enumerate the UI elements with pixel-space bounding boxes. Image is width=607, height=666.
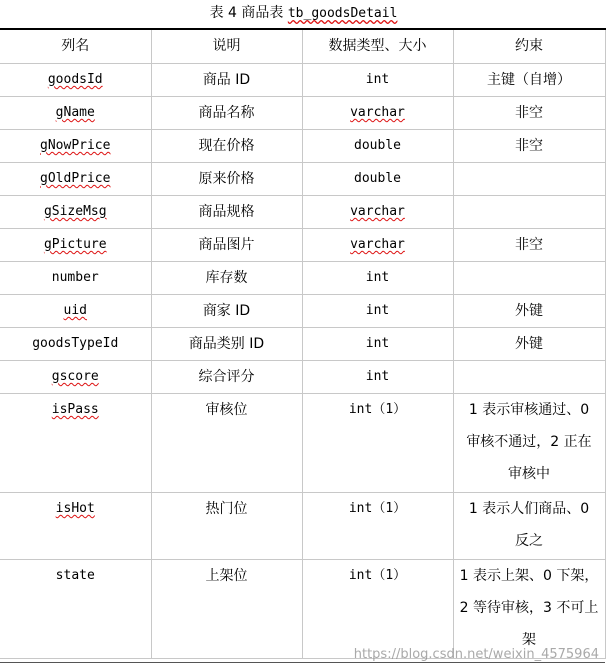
table-row — [0, 130, 605, 163]
cell-constraint — [453, 394, 605, 493]
cell-column-name: gName — [0, 97, 151, 130]
constraint-line: 反之 — [515, 533, 543, 549]
cell-data-type: varchar — [302, 97, 453, 130]
header-column-name: 列名 — [0, 29, 151, 64]
bottom-divider — [0, 662, 605, 663]
caption-table-name: tb_goodsDetail — [287, 6, 398, 21]
cell-data-type: int — [302, 295, 453, 328]
constraint-line: 2 等待审核，3 不可上 — [459, 600, 599, 616]
constraint-line: 架 — [522, 632, 536, 648]
table-row — [0, 394, 605, 493]
cell-constraint: 外键 — [453, 328, 605, 361]
cell-column-name: gscore — [0, 361, 151, 394]
cell-constraint — [453, 196, 605, 229]
cell-description: 库存数 — [151, 262, 302, 295]
table-row — [0, 295, 605, 328]
cell-column-name: isHot — [0, 493, 151, 560]
table-row — [0, 163, 605, 196]
table-row — [0, 560, 605, 659]
constraint-line: 1 表示人们商品、0 — [468, 501, 590, 517]
cell-data-type: double — [302, 130, 453, 163]
cell-column-name: number — [0, 262, 151, 295]
cell-column-name: gSizeMsg — [0, 196, 151, 229]
table-row — [0, 361, 605, 394]
constraint-line: 1 表示审核通过、0 — [468, 402, 590, 418]
table-row — [0, 262, 605, 295]
header-row — [0, 29, 605, 64]
table-row — [0, 64, 605, 97]
cell-constraint: 非空 — [453, 130, 605, 163]
cell-column-name: uid — [0, 295, 151, 328]
cell-description: 热门位 — [151, 493, 302, 560]
cell-column-name: goodsTypeId — [0, 328, 151, 361]
table-row — [0, 196, 605, 229]
cell-description: 商品图片 — [151, 229, 302, 262]
header-data-type: 数据类型、大小 — [302, 29, 453, 64]
header-constraint: 约束 — [453, 29, 605, 64]
table-row — [0, 493, 605, 560]
cell-data-type: int — [302, 64, 453, 97]
cell-data-type: int — [302, 361, 453, 394]
cell-description: 商品规格 — [151, 196, 302, 229]
cell-data-type: int — [302, 328, 453, 361]
cell-constraint — [453, 361, 605, 394]
cell-constraint — [453, 163, 605, 196]
cell-description: 现在价格 — [151, 130, 302, 163]
cell-constraint — [453, 262, 605, 295]
cell-constraint — [453, 560, 605, 659]
cell-data-type: varchar — [302, 196, 453, 229]
table-row — [0, 97, 605, 130]
cell-data-type: int — [302, 262, 453, 295]
cell-column-name: gNowPrice — [0, 130, 151, 163]
table-row — [0, 328, 605, 361]
cell-column-name: state — [0, 560, 151, 659]
cell-description: 综合评分 — [151, 361, 302, 394]
cell-description: 原来价格 — [151, 163, 302, 196]
cell-data-type: int（1） — [302, 560, 453, 659]
cell-constraint: 非空 — [453, 229, 605, 262]
cell-description: 商家 ID — [151, 295, 302, 328]
cell-description: 审核位 — [151, 394, 302, 493]
table-caption — [0, 0, 607, 28]
cell-constraint — [453, 493, 605, 560]
cell-column-name: gPicture — [0, 229, 151, 262]
cell-data-type: int（1） — [302, 394, 453, 493]
header-description: 说明 — [151, 29, 302, 64]
cell-column-name: gOldPrice — [0, 163, 151, 196]
constraint-line: 审核不通过，2 正在 — [466, 434, 592, 450]
cell-constraint: 外键 — [453, 295, 605, 328]
cell-description: 商品类别 ID — [151, 328, 302, 361]
goods-detail-table — [0, 28, 606, 659]
table-row — [0, 229, 605, 262]
caption-prefix: 表 4 商品表 — [209, 5, 288, 21]
cell-description: 商品名称 — [151, 97, 302, 130]
cell-constraint: 非空 — [453, 97, 605, 130]
cell-constraint: 主键（自增） — [453, 64, 605, 97]
cell-description: 上架位 — [151, 560, 302, 659]
cell-data-type: double — [302, 163, 453, 196]
cell-column-name: goodsId — [0, 64, 151, 97]
watermark: https://blog.csdn.net/weixin_4575964 — [353, 647, 599, 662]
cell-column-name: isPass — [0, 394, 151, 493]
cell-description: 商品 ID — [151, 64, 302, 97]
constraint-line: 1 表示上架、0 下架， — [459, 568, 599, 584]
cell-data-type: int（1） — [302, 493, 453, 560]
cell-data-type: varchar — [302, 229, 453, 262]
constraint-line: 审核中 — [508, 466, 550, 482]
